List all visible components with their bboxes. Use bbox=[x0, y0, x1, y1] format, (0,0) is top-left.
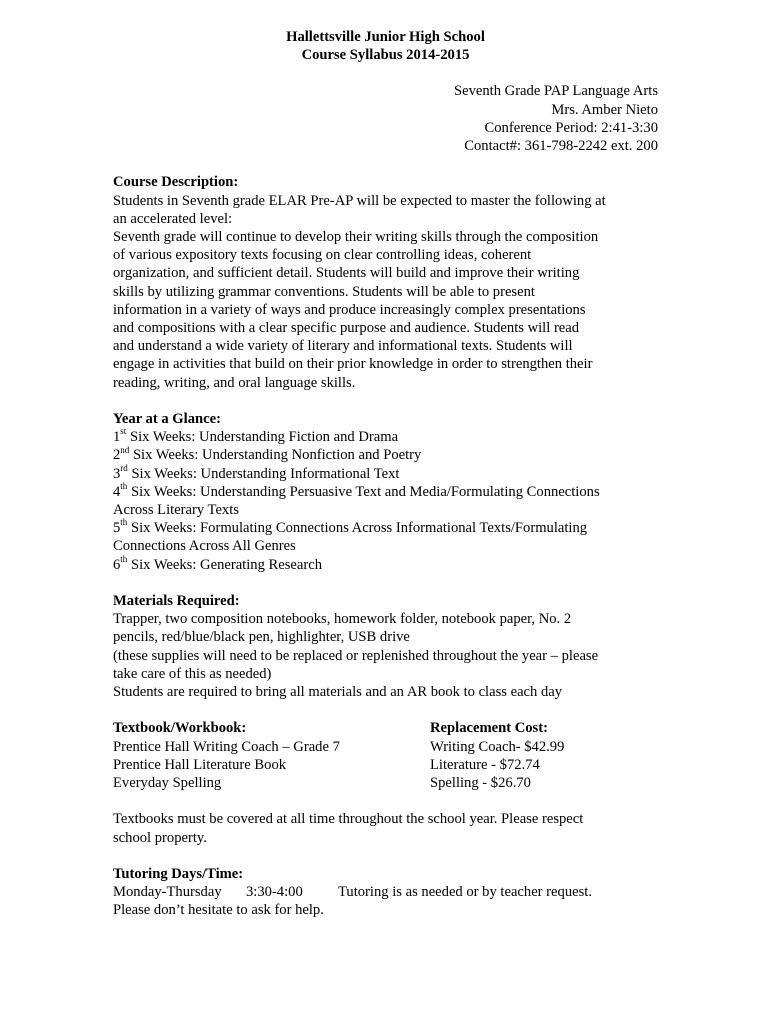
cost-item: Literature - $72.74 bbox=[430, 756, 540, 773]
glance-item: 6th Six Weeks: Generating Research bbox=[113, 553, 323, 573]
cost-item: Spelling - $26.70 bbox=[430, 775, 531, 792]
contact-number: Contact#: 361-798-2242 ext. 200 bbox=[464, 138, 658, 155]
cost-item: Writing Coach- $42.99 bbox=[430, 738, 565, 755]
glance-item: 1st Six Weeks: Understanding Fiction and Drama bbox=[113, 426, 399, 446]
glance-item: 5th Six Weeks: Formulating Connections Across Informational Texts/Formulating bbox=[113, 517, 588, 537]
course-description-body bbox=[113, 192, 658, 392]
textbook-item: Everyday Spelling bbox=[113, 775, 222, 792]
tutoring-schedule bbox=[113, 883, 658, 901]
description-line: and understand a wide variety of literary and informational texts. Students will bbox=[113, 338, 573, 355]
glance-item-continued: Connections Across All Genres bbox=[113, 538, 296, 555]
materials-line: (these supplies will need to be replaced or replenished throughout the year – please bbox=[113, 647, 599, 664]
description-line: engage in activities that build on their prior knowledge in order to strengthen their bbox=[113, 356, 593, 373]
replacement-cost-column bbox=[430, 719, 658, 792]
description-line: information in a variety of ways and produce increasingly complex presentations bbox=[113, 301, 586, 318]
description-line: reading, writing, and oral language skills. bbox=[113, 374, 356, 391]
materials-line: pencils, red/blue/black pen, highlighter, USB drive bbox=[113, 629, 410, 646]
teacher-name: Mrs. Amber Nieto bbox=[551, 101, 658, 118]
tutoring-heading: Tutoring Days/Time: bbox=[113, 866, 244, 883]
description-line: skills by utilizing grammar conventions. Students will be able to present bbox=[113, 283, 535, 300]
description-line: organization, and sufficient detail. Students will build and improve their writing bbox=[113, 265, 580, 282]
glance-item: 4th Six Weeks: Understanding Persuasive Text and Media/Formulating Connections bbox=[113, 480, 600, 500]
tutoring-section bbox=[113, 865, 658, 920]
description-line: Seventh grade will continue to develop their writing skills through the composition bbox=[113, 229, 599, 246]
syllabus-page bbox=[113, 28, 658, 920]
year-at-a-glance-section bbox=[113, 410, 658, 574]
teacher-info bbox=[113, 82, 658, 155]
textbook-section bbox=[113, 719, 658, 792]
document-header bbox=[113, 28, 658, 64]
description-line: Students in Seventh grade ELAR Pre-AP will be expected to master the following at bbox=[113, 192, 606, 209]
textbook-item: Prentice Hall Literature Book bbox=[113, 756, 287, 773]
tutoring-days: Monday-Thursday bbox=[113, 884, 222, 901]
year-at-a-glance-heading: Year at a Glance: bbox=[113, 411, 221, 428]
glance-item: 2nd Six Weeks: Understanding Nonfiction and Poetry bbox=[113, 444, 422, 464]
tutoring-time: 3:30-4:00 bbox=[246, 884, 303, 901]
description-line: of various expository texts focusing on clear controlling ideas, coherent bbox=[113, 247, 532, 264]
conference-period: Conference Period: 2:41-3:30 bbox=[484, 119, 658, 136]
textbook-heading: Textbook/Workbook: bbox=[113, 720, 247, 737]
materials-line: take care of this as needed) bbox=[113, 665, 272, 682]
description-line: and compositions with a clear specific purpose and audience. Students will read bbox=[113, 320, 580, 337]
course-name: Seventh Grade PAP Language Arts bbox=[453, 83, 658, 100]
school-name: Hallettsville Junior High School bbox=[286, 29, 485, 45]
description-line: an accelerated level: bbox=[113, 210, 233, 227]
textbook-notice bbox=[113, 810, 658, 846]
course-description-section bbox=[113, 173, 658, 391]
materials-heading: Materials Required: bbox=[113, 593, 240, 610]
glance-item-continued: Across Literary Texts bbox=[113, 502, 239, 519]
replacement-cost-heading: Replacement Cost: bbox=[430, 720, 548, 737]
tutoring-help: Please don’t hesitate to ask for help. bbox=[113, 902, 324, 919]
materials-line: Students are required to bring all materials and an AR book to class each day bbox=[113, 684, 563, 701]
syllabus-title: Course Syllabus 2014-2015 bbox=[301, 47, 470, 64]
textbook-item: Prentice Hall Writing Coach – Grade 7 bbox=[113, 738, 340, 755]
notice-line: Textbooks must be covered at all time throughout the school year. Please respect bbox=[113, 811, 584, 828]
notice-line: school property. bbox=[113, 829, 207, 846]
textbook-column bbox=[113, 719, 430, 792]
tutoring-note: Tutoring is as needed or by teacher request. bbox=[338, 884, 592, 901]
glance-item: 3rd Six Weeks: Understanding Informational Text bbox=[113, 462, 400, 482]
course-description-heading: Course Description: bbox=[113, 174, 239, 191]
materials-section bbox=[113, 592, 658, 701]
materials-line: Trapper, two composition notebooks, homework folder, notebook paper, No. 2 bbox=[113, 611, 572, 628]
